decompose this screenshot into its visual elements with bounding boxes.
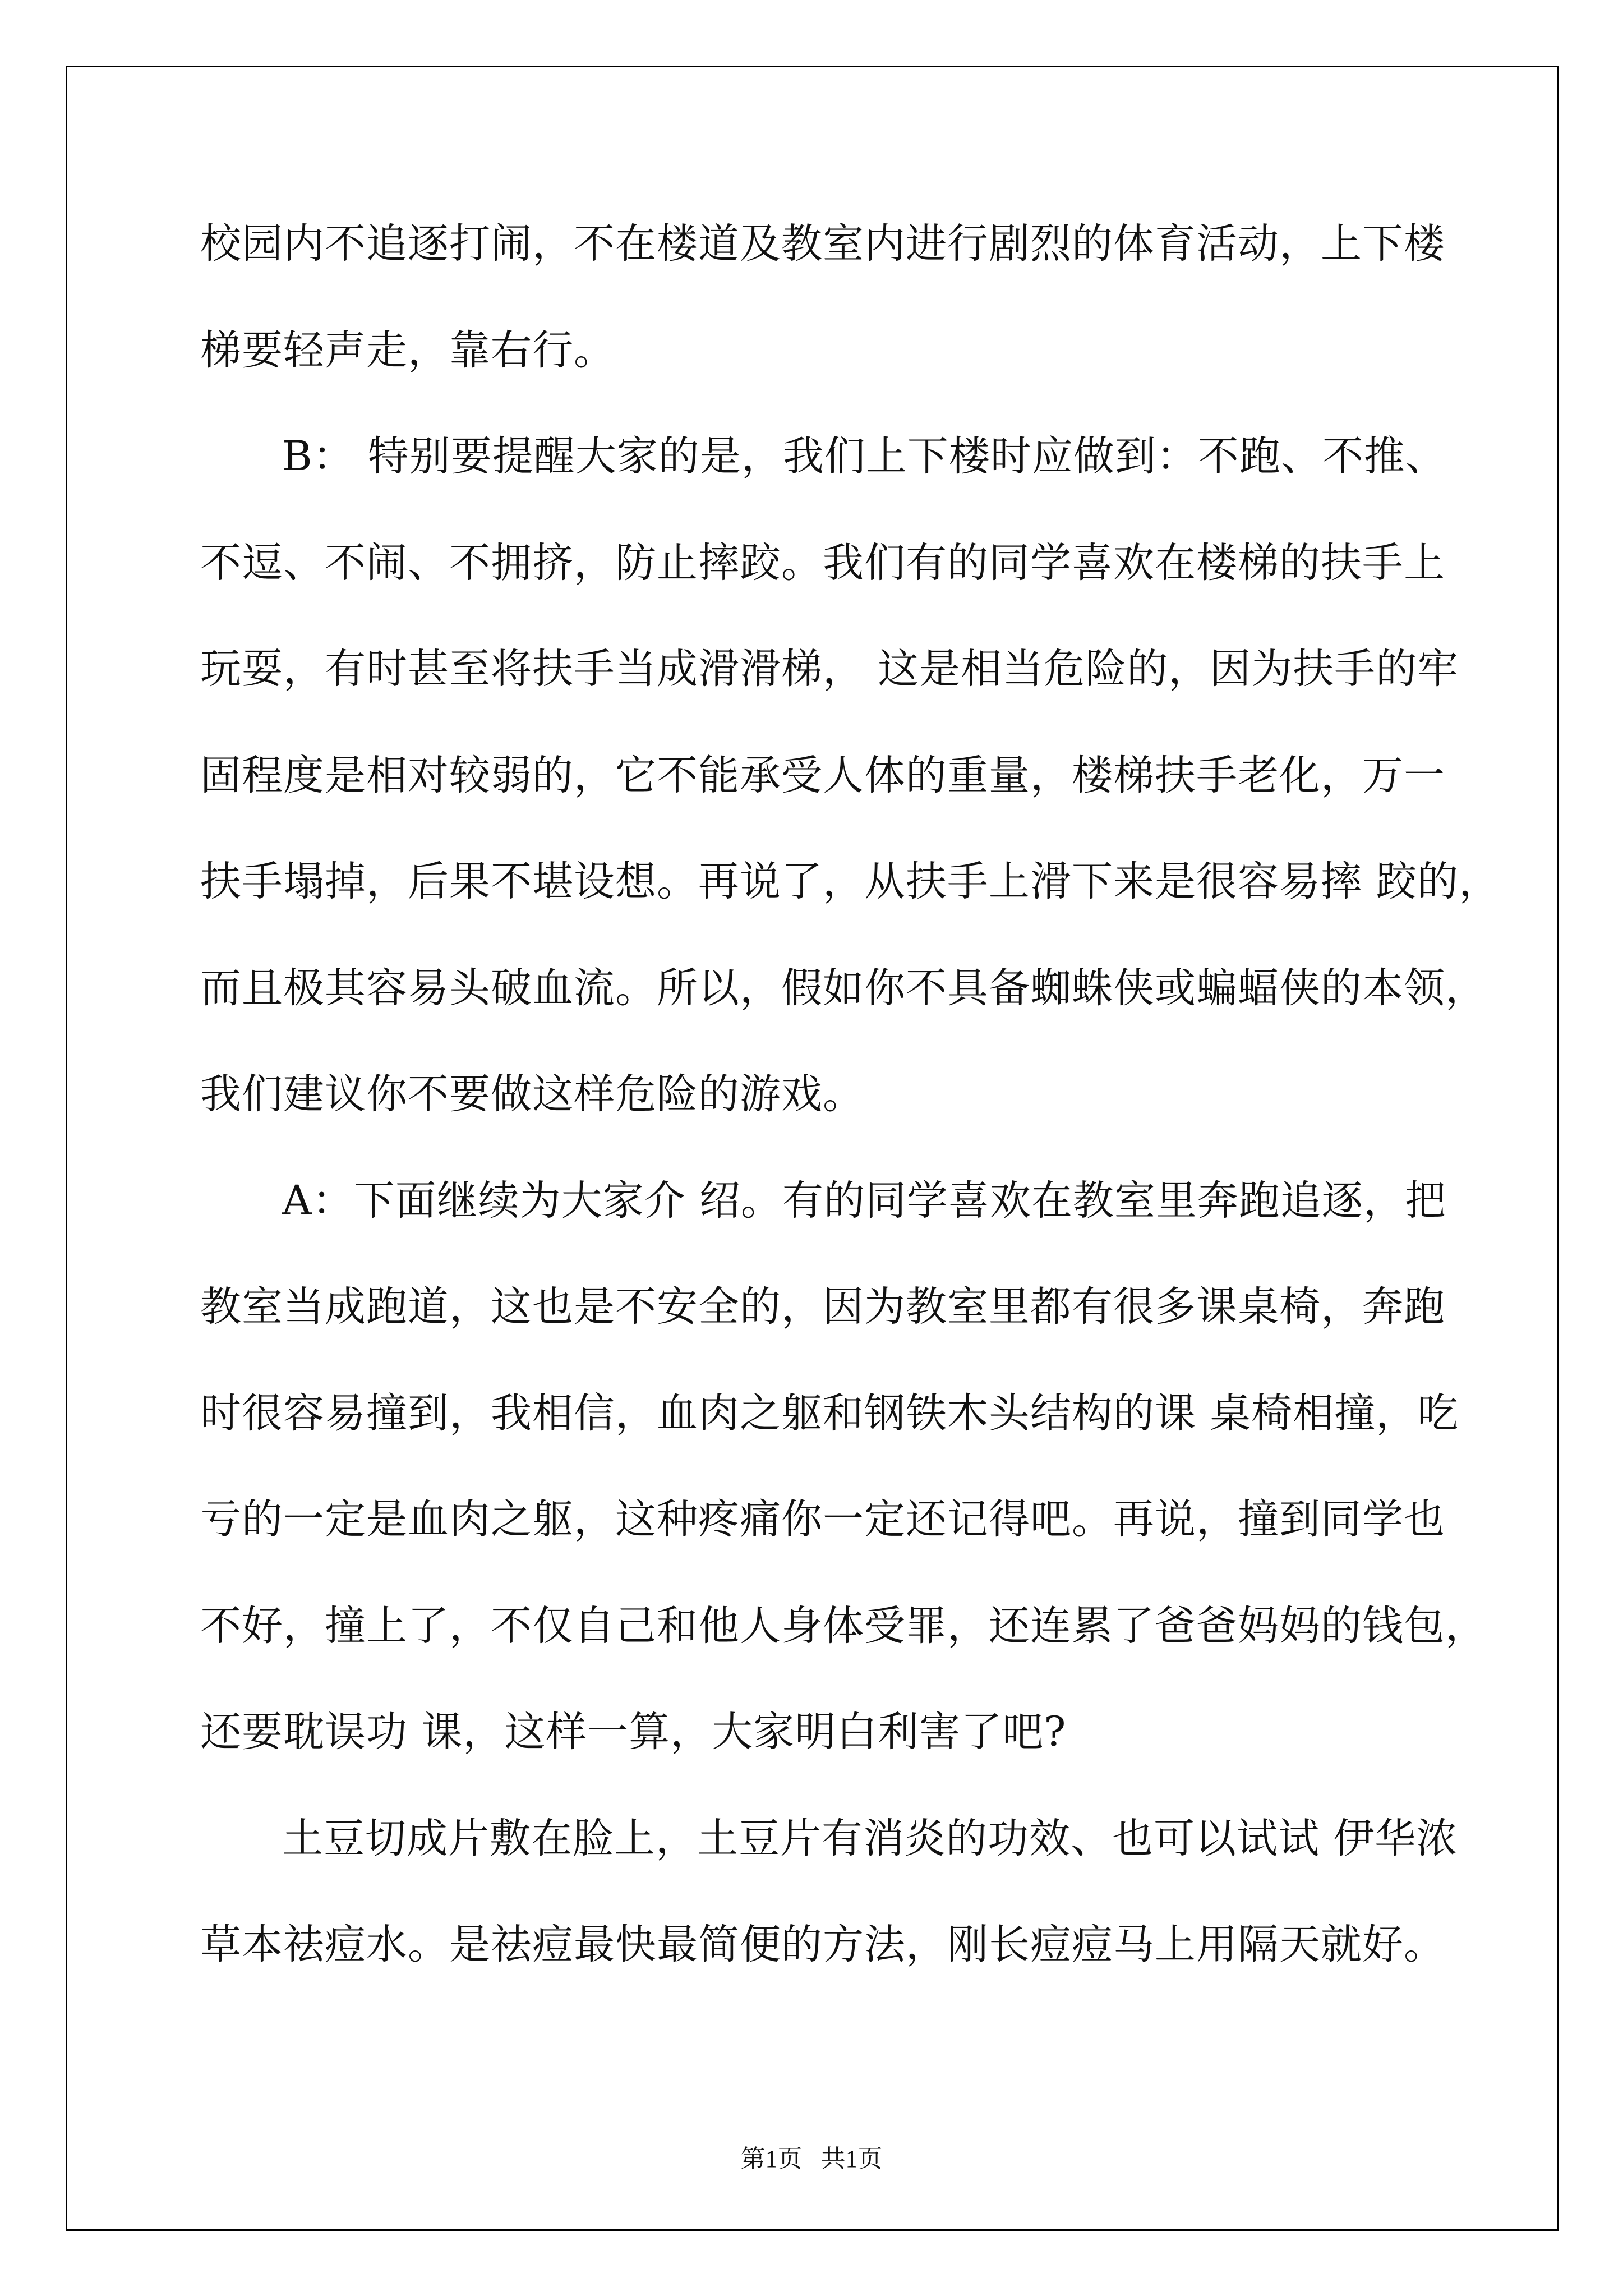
text-line: 扶手塌掉，后果不堪设想。再说了，从扶手上滑下来是很容易摔 跤的， bbox=[200, 858, 1501, 905]
text-line: 教室当成跑道，这也是不安全的，因为教室里都有很多课桌椅，奔跑 bbox=[200, 1283, 1445, 1331]
document-body bbox=[200, 191, 1501, 1998]
text-line: 玩耍，有时甚至将扶手当成滑滑梯， 这是相当危险的，因为扶手的牢 bbox=[200, 645, 1459, 693]
text-line: B： 特别要提醒大家的是，我们上下楼时应做到：不跑、不推、 bbox=[282, 432, 1447, 480]
page-number: 第1页 bbox=[740, 2145, 803, 2173]
text-line: 固程度是相对较弱的，它不能承受人体的重量，楼梯扶手老化，万一 bbox=[200, 751, 1445, 799]
text-line: 梯要轻声走，靠右行。 bbox=[200, 326, 615, 374]
text-line: 草本祛痘水。是祛痘最快最简便的方法，刚长痘痘马上用隔天就好。 bbox=[200, 1921, 1445, 1968]
text-line: 不逗、不闹、不拥挤，防止摔跤。我们有的同学喜欢在楼梯的扶手上 bbox=[200, 539, 1445, 587]
text-line: 土豆切成片敷在脸上，土豆片有消炎的功效、也可以试试 伊华浓 bbox=[282, 1814, 1458, 1862]
text-line: 不好，撞上了，不仅自己和他人身体受罪，还连累了爸爸妈妈的钱包， bbox=[200, 1602, 1487, 1650]
page-footer bbox=[0, 2138, 1623, 2174]
text-line: 亏的一定是血肉之躯，这种疼痛你一定还记得吧。再说，撞到同学也 bbox=[200, 1496, 1445, 1543]
text-line: 校园内不追逐打闹，不在楼道及教室内进行剧烈的体育活动，上下楼 bbox=[200, 220, 1445, 268]
text-line: 还要耽误功 课，这样一算，大家明白利害了吧? bbox=[200, 1708, 1067, 1756]
text-line: 而且极其容易头破血流。所以，假如你不具备蜘蛛侠或蝙蝠侠的本领， bbox=[200, 964, 1487, 1012]
text-line: A：下面继续为大家介 绍。有的同学喜欢在教室里奔跑追逐，把 bbox=[282, 1176, 1446, 1225]
text-line: 时很容易撞到，我相信，血肉之躯和钢铁木头结构的课 桌椅相撞，吃 bbox=[200, 1389, 1459, 1437]
text-line: 我们建议你不要做这样危险的游戏。 bbox=[200, 1070, 864, 1118]
page-total: 共1页 bbox=[820, 2145, 883, 2173]
